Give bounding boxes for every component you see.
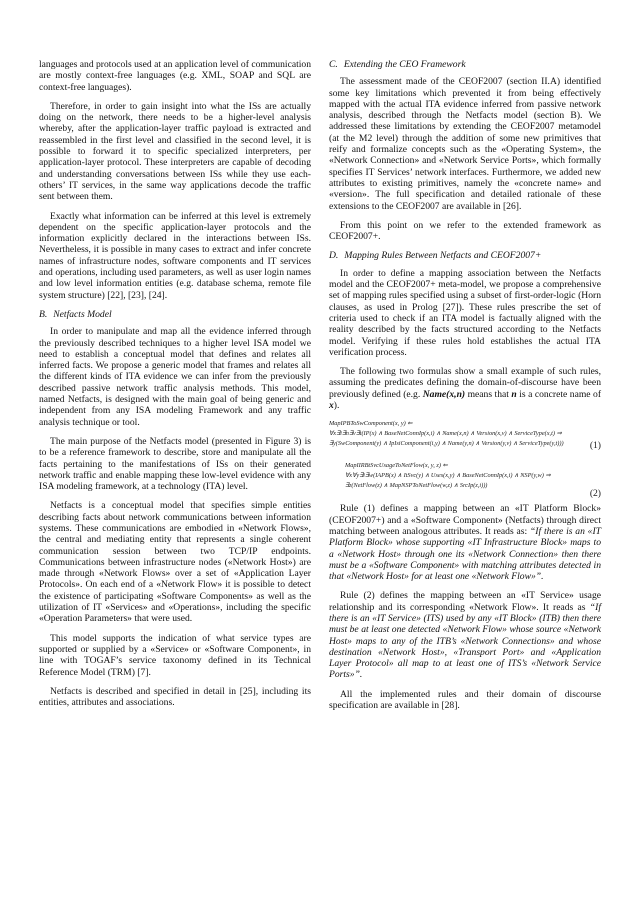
paragraph xyxy=(329,503,601,582)
formula-2 xyxy=(329,461,601,500)
section-label: D. xyxy=(329,250,339,262)
paragraph xyxy=(329,366,601,411)
paragraph: From this point on we refer to the extended framework as CEOF2007+. xyxy=(329,219,601,243)
paragraph xyxy=(329,590,601,680)
formula-1 xyxy=(329,419,601,452)
rule-quote: “If there is an «IT Service» (ITS) used by any «IT Block» (ITB) then there must be at least one detected «Network Flow» whose source «Network Host» maps to any of the ITB’s «Network Connections» and whose destination «Network Host», «Transport Port» and «Application Layer Protocol» all map to at least one of ITS’s «Network Service Ports»”. xyxy=(329,601,601,681)
paragraph: All the implemented rules and their domain of discourse specification are available in [28]. xyxy=(329,688,601,712)
paragraph: In order to manipulate and map all the evidence inferred through the previously described techniques to a higher level ISA model we need to establish a conceptual model that defines and relates all inferred facts. We propose a generic model that frames and relates all the different kinds of ITA evidence we can infer from the previously described passive network traffic analysis methods. This model, named Netfacts, is designed with the main goal of being generic and independent from any ISA modeling Framework and any traffic analysis technique or tool. xyxy=(39,326,311,428)
text-run: The following two formulas show a small example of such rules, assuming the predicates defining the domain-of-discourse have been previously defined (e.g. xyxy=(329,366,601,400)
section-heading-d xyxy=(329,250,601,261)
section-label: B. xyxy=(39,308,48,320)
formula-line: ∃y(SwComponent(y) ∧ IpIsiComponent(i,y) ∧ Name(y,n) ∧ Version(y,v) ∧ ServiceType(y,t))) xyxy=(329,440,564,448)
equation-number: (2) xyxy=(589,488,601,500)
formula-line: MapIPBToSwComponent(x, y) ⇐ xyxy=(329,420,413,428)
formula-line: ∀x∃i∃n∃v∃t(IP(x) ∧ BaseNetConnIp(x,i) ∧ Name(x,n) ∧ Version(x,v) ∧ ServiceType(x,t) ⇒ xyxy=(329,430,562,438)
section-title: Netfacts Model xyxy=(53,308,112,320)
paragraph: Therefore, in order to gain insight into what the ISs are actually doing on the network, there needs to be a higher-level analysis whereby, after the application-layer traffic payload is extracted and reassembled in the first level and classified in the second level, it is possible to forward it to specific specialized interpreters, per application-layer protocol. These interpreters are capable of decoding and understanding conversations between ISs while they use each-others’ IT services, in the same way applications decode the traffic sent between them. xyxy=(39,100,311,203)
text-run: Rule (2) defines the mapping between an «IT Service» usage relationship and its corresponding «Network Flow». It reads as xyxy=(329,590,601,613)
section-title: Mapping Rules Between Netfacts and CEOF2007+ xyxy=(344,250,542,262)
paragraph: Netfacts is a conceptual model that specifies simple entities describing facts about network communications between information systems. These communications are embodied in «Network Flows», the central and mediating entity that represents a single coherent communication session between two TCP/IP endpoints. Communications between infrastructure nodes («Network Host») are made through «Network Flows» over a set of «Application Layer Protocols». On each end of a «Network Flow» it is possible to detect the existence of participating «Software Components» as well as the utilization of IT «Services» and «Operations», including the specific «Operation Parameters» that were used. xyxy=(39,500,311,625)
right-column xyxy=(329,59,601,719)
text-run: is a concrete name of xyxy=(516,388,602,400)
section-label: C. xyxy=(329,59,338,70)
left-column xyxy=(39,59,311,716)
section-title: Extending the CEO Framework xyxy=(343,59,466,70)
variable: x xyxy=(329,400,334,412)
rule-quote: “If there is an «IT Platform Block» whose supporting «IT Infrastructure Block» maps to a «Network Host» through one its «Network Connection» then there must be a «Software Component» with matching attributes detected in that «Network Host» for at least one «Network Flow»”. xyxy=(329,525,601,583)
equation-number: (1) xyxy=(589,440,601,452)
paragraph: Exactly what information can be inferred at this level is extremely dependent on the specific application-layer protocols and the information explicitly declared in the interactions between ISs. Nevertheless, it is possible in many cases to extract and infer concrete names of infrastructure nodes, software components and IT services and operations, including used parameters, as well as user login names and low level information entities (e.g. database schema, remote file system structure) [22], [23], [24]. xyxy=(39,210,311,301)
section-heading-b xyxy=(39,309,311,320)
formula-line: ∀x∀y∃i∃w(IAPB(x) ∧ ItSvc(y) ∧ Uses(x,y) ∧ BaseNetConnIp(x,i) ∧ NSP(y,w) ⇒ xyxy=(345,472,551,480)
text-run: means that xyxy=(465,388,512,400)
text-run: Rule (1) defines a mapping between an «IT Platform Block» (CEOF2007+) and a «Software Component» (Netfacts) through direct matching between analogous attributes. It reads as: xyxy=(329,503,601,537)
section-heading-c xyxy=(329,59,601,70)
formula-line: MapIIRBtSvcUsageToNetFlow(x, y, z) ⇐ xyxy=(345,462,448,470)
paragraph: This model supports the indication of what service types are supported or supplied by a «Service» or «Software Component», in line with TOGAF’s service taxonomy defined in its Technical Reference Model (TRM) [7]. xyxy=(39,632,311,678)
formula-line: ∃z(NetFlow(z) ∧ MapNSPToNetFlow(w,z) ∧ SrcIp(z,i))) xyxy=(345,482,488,490)
paragraph: Netfacts is described and specified in detail in [25], including its entities, attributes and associations. xyxy=(39,685,311,709)
variable: n xyxy=(511,388,517,400)
paragraph: languages and protocols used at an application level of communication are mostly context-free languages (e.g. XML, SOAP and SQL are context-free languages). xyxy=(39,59,312,93)
paragraph: The assessment made of the CEOF2007 (section II.A) identified some key limitations which prevented it from being effectively mapped with the actual ITA evidence inferred from passive network analysis, described through the Netfacts model (section B). We addressed these limitations by extending the CEOF2007 metamodel (at the M2 level) through the addition of some new primitives that reify and formalize concepts such as the «Operating System», the «Network Connection» and «Network Service Ports», which formally specifies IT Services’ network interfaces. Furthermore, we added new attributes to existing primitives, namely the «concrete name» and «version». The full specification and detailed rationale of these extensions to the CEOF2007 are available in [26]. xyxy=(329,76,601,212)
paragraph: The main purpose of the Netfacts model (presented in Figure 3) is to be a reference framework to describe, store and manipulate all the facts pertaining to the manifestations of ISs on their generated network traffic and enable mapping these low-level evidence with any ISA modeling framework, at a technology (ITA) level. xyxy=(39,435,311,493)
paragraph: In order to define a mapping association between the Netfacts model and the CEOF2007+ meta-model, we propose a comprehensive set of mapping rules specified using a subset of first-order-logic (Horn clauses, as used in Prolog [27]). These rules prescribe the set of criteria used to check if an ITA model is factually aligned with the reality described by the facts structured according to the Netfacts model. Verifying if these rules hold establishes the actual ITA verification process. xyxy=(329,267,601,358)
text-run: ). xyxy=(333,400,340,412)
predicate-example: Name(x,n) xyxy=(422,388,466,400)
